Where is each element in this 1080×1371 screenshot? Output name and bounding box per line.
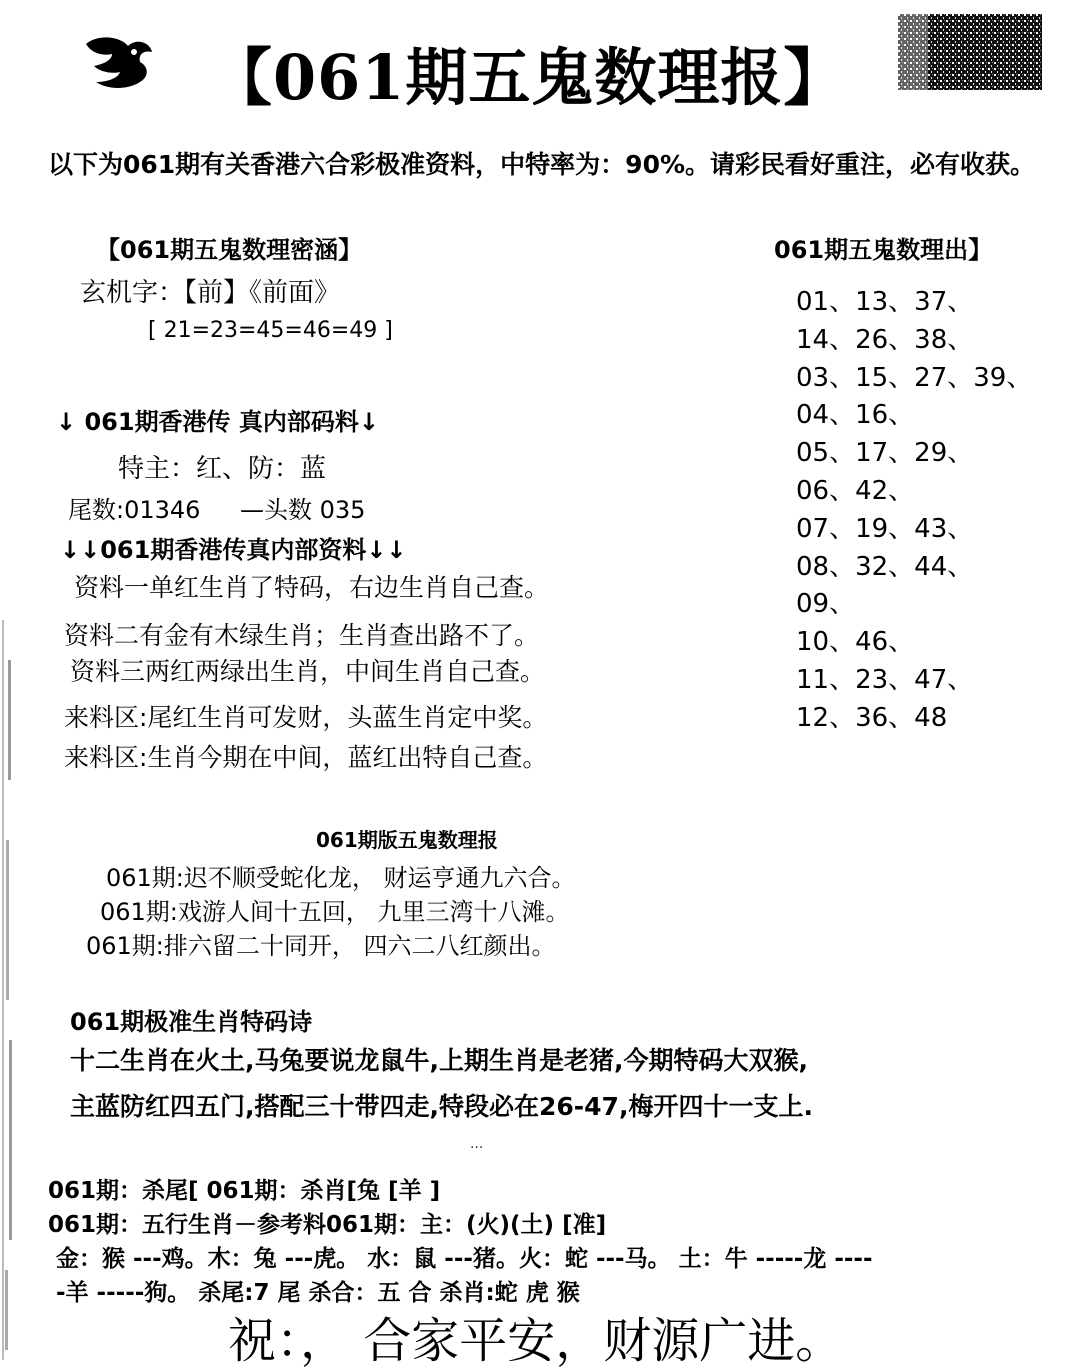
bottom-line-2: 061期：五行生肖－参考料061期：主：(火)(土) [准] — [48, 1212, 607, 1238]
left-heading: 【061期五鬼数理密涵】 — [96, 236, 363, 264]
poem-body — [70, 1038, 813, 1130]
bottom-line-1: 061期：杀尾[ 061期：杀肖[兔 [羊 ] — [48, 1178, 441, 1204]
poem-heading: 061期极准生肖特码诗 — [70, 1008, 313, 1036]
number-row: 06、42、 — [796, 475, 915, 506]
material-item-5: 来料区:生肖今期在中间，蓝红出特自己查。 — [64, 743, 548, 772]
number-row: 07、19、43、 — [796, 513, 974, 544]
verse-line-3: 061期:排六留二十同开， 四六二八红颜出。 — [86, 932, 556, 960]
numbers-line: [ 21=23=45=46=49 ] — [148, 318, 393, 343]
bottom-line-3: 金：猴 ---鸡。木：兔 ---虎。 水：鼠 ---猪。火：蛇 ---马。 土：牛 -----龙 ---- — [56, 1246, 873, 1272]
number-row: 03、15、27、39、 — [796, 362, 1033, 393]
number-row: 04、16、 — [796, 400, 915, 431]
number-row: 09、 — [796, 589, 856, 620]
bottom-line-4: -羊 -----狗。 杀尾:7 尾 杀合：五 合 杀肖:蛇 虎 猴 — [56, 1280, 580, 1306]
right-heading: 061期五鬼数理出】 — [774, 236, 993, 264]
xuanji-label: 玄机字：【前】《前面》 — [80, 278, 341, 308]
toushu-text: —头数 035 — [240, 496, 366, 524]
poem-line-2: 主蓝防红四五门,搭配三十带四走,特段必在26-47,梅开四十一支上. — [70, 1092, 813, 1121]
number-row: 10、46、 — [796, 627, 915, 658]
weishu-text: 尾数:01346 — [68, 496, 201, 524]
number-row: 12、36、48 — [796, 702, 948, 733]
number-row: 14、26、38、 — [796, 324, 974, 355]
page-title: 【061期五鬼数理报】 — [210, 41, 847, 114]
verse-line-2: 061期:戏游人间十五回， 九里三湾十八滩。 — [100, 898, 570, 926]
material-item-1: 资料一单红生肖了特码，右边生肖自己查。 — [74, 573, 550, 602]
verse-line-1: 061期:迟不顺受蛇化龙， 财运亨通九六合。 — [106, 864, 576, 892]
number-row: 05、17、29、 — [796, 438, 974, 469]
verse-heading: 061期版五鬼数理报 — [316, 828, 498, 852]
number-list — [796, 284, 1032, 738]
material-item-4: 来料区:尾红生肖可发财，头蓝生肖定中奖。 — [64, 703, 548, 732]
poem-line-1: 十二生肖在火土,马兔要说龙鼠牛,上期生肖是老猪,今期特码大双猴, — [70, 1046, 808, 1075]
ellipsis: ... — [470, 1136, 484, 1152]
number-row: 11、23、47、 — [796, 664, 974, 695]
material-item-3: 资料三两红两绿出生肖，中间生肖自己查。 — [70, 657, 546, 686]
hk-heading: ↓ 061期香港传 真内部码料↓ — [56, 408, 380, 436]
noise-stamp-icon — [898, 14, 1042, 90]
material-item-2: 资料二有金有木绿生肖；生肖查出路不了。 — [64, 621, 540, 650]
number-row: 08、32、44、 — [796, 551, 974, 582]
intro-text: 以下为061期有关香港六合彩极准资料，中特率为：90%。请彩民看好重注，必有收获。 — [48, 150, 1036, 179]
tezhu-text: 特主：红、防：蓝 — [118, 454, 327, 484]
scan-edge-decoration — [0, 620, 16, 1360]
number-row: 01、13、37、 — [796, 287, 974, 317]
hk-heading-2: ↓↓061期香港传真内部资料↓↓ — [60, 536, 407, 564]
blessing-text: 祝：， 合家平安，财源广进。 — [228, 1313, 844, 1369]
dragon-logo-icon — [78, 32, 158, 94]
